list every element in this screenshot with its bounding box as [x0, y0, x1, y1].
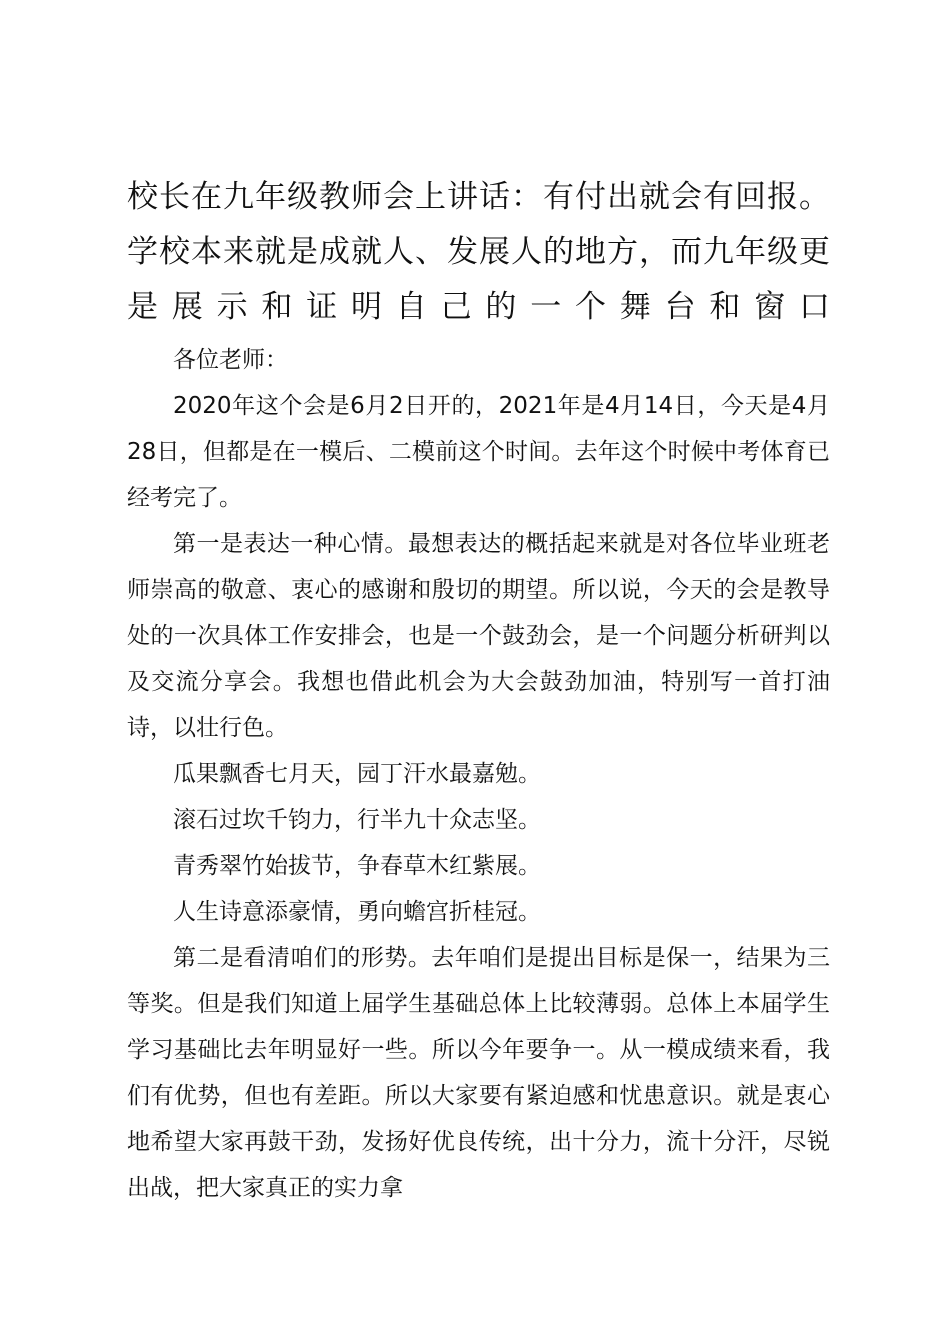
- paragraph-first-point: 第一是表达一种心情。最想表达的概括起来就是对各位毕业班老师崇高的敬意、衷心的感谢和殷切的期望。所以说，今天的会是教导处的一次具体工作安排会，也是一个鼓劲会，是一个问题分析研判以及交流分享会。我想也借此机会为大会鼓劲加油，特别写一首打油诗，以壮行色。: [127, 531, 830, 741]
- paragraph-dates: 2020年这个会是6月2日开的，2021年是4月14日，今天是4月28日，但都是在一模后、二模前这个时间。去年这个时候中考体育已经考完了。: [127, 393, 830, 511]
- poem-line-1: 瓜果飘香七月天，园丁汗水最嘉勉。: [173, 761, 541, 787]
- poem-line-2: 滚石过坎千钧力，行半九十众志坚。: [173, 807, 541, 833]
- paragraph-second-point: 第二是看清咱们的形势。去年咱们是提出目标是保一，结果为三等奖。但是我们知道上届学生基础总体上比较薄弱。总体上本届学生学习基础比去年明显好一些。所以今年要争一。从一模成绩来看，我们有优势，但也有差距。所以大家要有紧迫感和忧患意识。就是衷心地希望大家再鼓干劲，发扬好优良传统，出十分力，流十分汗，尽锐出战，把大家真正的实力拿: [127, 945, 830, 1201]
- salutation: 各位老师：: [173, 347, 288, 373]
- poem-line-3: 青秀翠竹始拔节，争春草木红紫展。: [173, 853, 541, 879]
- poem-line-4: 人生诗意添豪情，勇向蟾宫折桂冠。: [173, 899, 541, 925]
- document-title: 校长在九年级教师会上讲话：有付出就会有回报。学校本来就是成就人、发展人的地方，而九年级更是展示和证明自己的一个舞台和窗口: [127, 179, 830, 325]
- document-page: [127, 170, 830, 1211]
